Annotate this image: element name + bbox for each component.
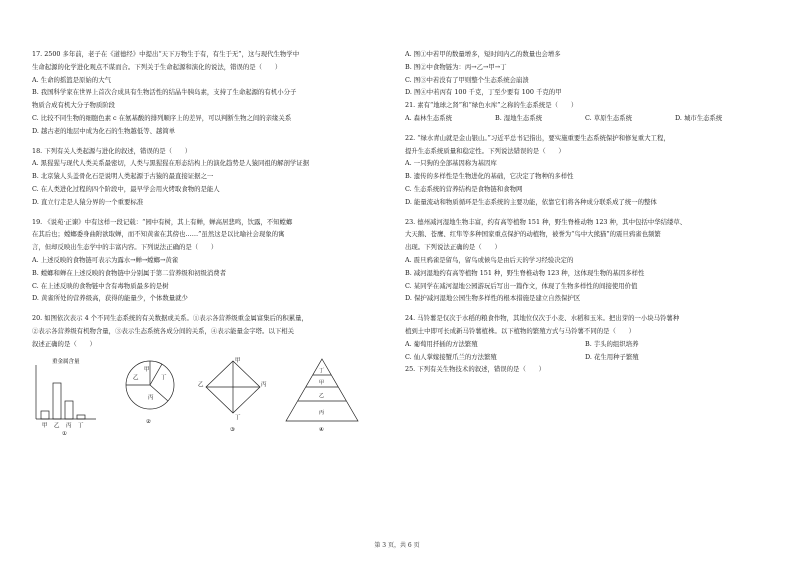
q19-line-6: C. 在上述反映的食物链中含有毒物质最多的是树 [32,281,169,290]
q17-line-2: 生命起源的化学进化观点不谋而合。下列关于生命起源和演化的说法，错误的是（ ） [32,62,282,71]
q17-line-6: C. 比较不同生物的细胞色素 c 在氨基酸的排列顺序上的差异，可以判断生物之间的亲缘关系 [32,113,292,122]
q20-line-3: 叙述正确的是（ ） [32,339,96,348]
q20-line-2: ②表示各营养级有机物含量，③表示生态系统各成分间的关系，④表示能量金字塔。以下相关 [32,326,295,335]
q23-line-6: C. 某同学在减河湿地公园游玩后写出一篇作文，体现了生物多样性的间接使用价值 [405,281,638,290]
q21-option-c: C. 草原生态系统 [585,113,633,122]
q22-line-1: 22. “绿水青山就是金山银山。”习近平总书记指出，要实施重要生态系统保护和修复重大工程， [405,133,670,142]
q22-line-3: A. 一只狗的全部基因称为基因库 [405,159,497,168]
q19-line-1: 19. 《说苑·正谏》中有这样一段记载：“园中有树，其上有蝉，蝉高居悲鸣，饮露，不知螳螂 [32,217,293,226]
q23-line-5: B. 减河湿地约有高等植物 151 种，野生脊椎动物 123 种，这体现生物的基因多样性 [405,268,645,277]
question-23 [405,216,767,306]
q17-line-5: 物质合成有机大分子物质阶段 [32,101,116,110]
q17-line-3: A. 生命的摇篮是原始的大气 [32,75,111,84]
question-20 [32,312,389,350]
q24-option-c: C. 仙人掌嫁接蟹爪兰的方法繁殖 [405,352,497,361]
q20-option-line-4: D. 图④中若丙有 100 千克，丁至少要有 100 千克的甲 [405,88,562,97]
diagram-3-number: ③ [230,426,235,433]
relation-label-3: 丙 [261,381,267,388]
q20-option-line-1: A. 图①中若甲的数量增多，短时间内乙的数量也会增多 [405,50,561,58]
bar-1 [41,411,49,419]
bar-3 [65,401,73,419]
pie-label-4: 丁 [161,374,167,381]
q17-line-4: B. 我国科学家在世界上首次合成具有生物活性的结晶牛胰岛素，支持了生命起源的有机小分子 [32,88,297,97]
q19-line-7: D. 黄雀所处的营养级高，获得的能量少，个体数量就少 [32,294,188,303]
q21-line-1: 21. 素有“地球之肾”和“绿色水库”之称的生态系统是（ ） [405,101,578,110]
question-24-options-row-1 [405,338,767,351]
q23-line-1: 23. 德州减河湿地生物丰富，约有高等植物 151 种，野生脊椎动物 123 种，其中包括中华结缕草、 [405,217,687,226]
q21-option-b: B. 湿地生态系统 [495,113,543,122]
q20-line-1: 20. 如图依次表示 4 个不同生态系统的有关数据或关系。①表示各营养级重金属富集后的积累量， [32,314,308,323]
q22-line-2: 提升生态系统质量和稳定性。下列说法错误的是（ ） [405,146,565,155]
question-20-options [405,48,767,99]
question-17 [32,48,389,138]
diagram-4-number: ④ [319,426,324,433]
q19-line-3: 言，但却反映出生态学中的丰富内容。下列说法正确的是（ ） [32,243,218,252]
question-24-options-row-2 [405,351,767,364]
q23-line-7: D. 保护减河湿地公园生物多样性的根本措施是建立自然保护区 [405,294,581,303]
q21-option-d: D. 城市生态系统 [675,113,723,122]
question-18 [32,145,389,209]
pyramid-level-4: 丙 [319,409,325,416]
pyramid-level-2: 甲 [319,379,325,386]
q18-line-1: 18. 下列有关人类起源与进化的叙述，错误的是（ ） [32,146,192,155]
bar-x-label-2: 乙 [54,422,60,429]
q24-line-2: 植到土中即可长成新马铃薯植株。以下植物的繁殖方式与马铃薯不同的是（ ） [405,326,636,335]
bar-4 [77,415,85,419]
pie-label-2: 乙 [133,374,139,381]
q22-line-5: C. 生态系统的营养结构是食物链和食物网 [405,184,523,193]
q17-line-1: 17. 2500 多年前，老子在《道德经》中提出“天下万物生于有，有生于无”，这与现代生物学中 [32,50,300,58]
diagram-2-number: ② [146,418,151,425]
q19-line-4: A. 上述反映的食物链可表示为露水→蝉→螳螂→黄雀 [32,255,179,264]
left-column [32,48,389,437]
right-column [405,48,767,376]
q23-line-3: 出现。下列说法正确的是（ ） [405,243,501,252]
question-25 [405,363,767,376]
q24-option-a: A. 葡萄用扦插的方法繁殖 [405,339,478,348]
question-22 [405,132,767,209]
q18-line-5: D. 直立行走是人猿分界的一个重要标准 [32,197,144,206]
page-footer: 第 3 页，共 6 页 [374,542,420,549]
q20-option-line-2: B. 图②中食物链为：丙→乙→甲→丁 [405,62,507,71]
relation-label-1: 甲 [235,357,241,364]
pie-label-3: 丙 [148,394,154,401]
relation-label-4: 丁 [235,414,241,421]
pyramid-level-1: 丁 [319,367,325,374]
q24-line-1: 24. 马铃薯是仅次于水稻的粮食作物，其地位仅次于小麦、水稻和玉米。把出芽的一小块马铃薯种 [405,314,680,323]
diagram-1-number: ① [62,430,67,435]
bar-2 [53,383,61,419]
q19-line-2: 在其后也；螳螂委身曲附欲取蝉，而不知黄雀在其傍也……”虽然这是以比喻社会现象的寓 [32,230,285,239]
q19-line-5: B. 螳螂和蝉在上述反映的食物链中分别属于第二营养级和初级消费者 [32,268,227,277]
question-21 [405,99,767,112]
diagram-3-relations [198,355,268,435]
q17-line-7: D. 越古老的地层中成为化石的生物越低等、越简单 [32,126,176,135]
bar-title: 重金属含量 [52,358,80,365]
q23-line-4: A. 震旦鸦雀是留鸟，留鸟或候鸟是由后天的学习经验决定的 [405,255,574,264]
bar-x-label-3: 丙 [66,422,72,429]
q23-line-2: 大天鹅、苍鹰、红隼等多种国家重点保护的动植物，被誉为“鸟中大熊猫”的震旦鸦雀也频繁 [405,230,661,239]
bar-x-label-4: 丁 [78,422,84,429]
relation-label-2: 乙 [198,381,204,388]
q25-line-1: 25. 下列有关生物技术的叙述，错误的是（ ） [405,365,546,374]
pie-label-1: 甲 [144,366,150,373]
diagram-1-bar-chart [32,355,104,435]
diagram-4-energy-pyramid [282,355,362,435]
q24-option-b: B. 芋头的组织培养 [585,339,639,348]
q18-line-4: C. 在人类进化过程的四个阶段中，最早学会用火烤取食物的是能人 [32,184,220,193]
q20-option-line-3: C. 图③中若没有了甲则整个生态系统会崩溃 [405,75,529,84]
question-19 [32,216,389,306]
q18-line-3: B. 北京猿人头盖骨化石是说明人类起源于古猿的最直接证据之一 [32,172,214,181]
question-20-diagrams [32,353,389,437]
question-24 [405,312,767,338]
question-21-options [405,112,767,125]
q22-line-6: D. 能量流动和物质循环是生态系统的主要功能，依靠它们将各种成分联系成了统一的整体 [405,197,657,206]
diagram-2-pie-chart [118,355,182,435]
q18-line-2: A. 黑猩猩与现代人类关系最密切，人类与黑猩猩在形态结构上的演化趋势是人猿同祖的解剖学证据 [32,159,310,168]
bar-x-label-1: 甲 [42,422,48,429]
q21-option-a: A. 森林生态系统 [405,113,453,122]
q24-option-d: D. 花生用种子繁殖 [585,352,639,361]
q22-line-4: B. 遗传的多样性是生物进化的基础，它决定了物种的多样性 [405,172,574,181]
pyramid-level-3: 乙 [319,392,325,399]
